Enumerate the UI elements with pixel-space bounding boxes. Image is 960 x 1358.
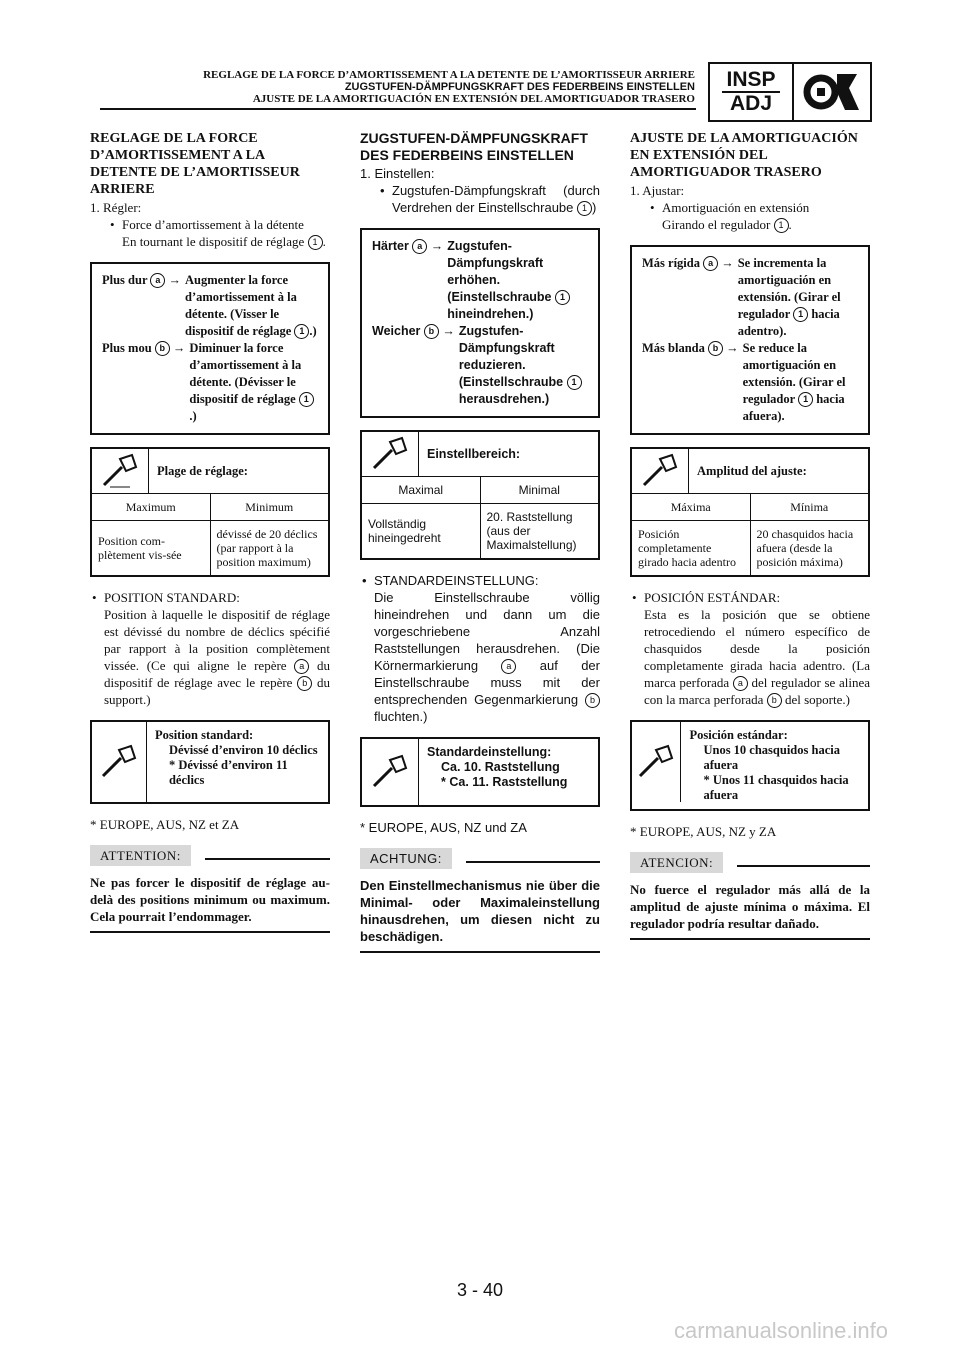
ref-a-icon: a: [501, 659, 516, 674]
header-title-es: AJUSTE DE LA AMORTIGUACIÓN EN EXTENSIÓN DEL AMORTIGUADOR TRASERO: [252, 93, 695, 105]
box-key-hard-de: Härter: [372, 239, 409, 253]
ref-1-icon: 1: [774, 218, 789, 233]
warning-rule: [737, 865, 870, 867]
bullet-fr: • Force d’amortissement à la détente: [108, 216, 330, 233]
header-titles: [203, 69, 695, 105]
std-body3-de: fluchten.): [374, 709, 428, 724]
watermark: carmanualsonline.info: [673, 1318, 888, 1343]
ref-1-icon: 1: [567, 375, 582, 390]
ref-a-icon: a: [150, 273, 165, 288]
std-box-l3-fr: * Dévissé d’environ 11 déclics: [168, 758, 288, 787]
column-french: REGLAGE DE LA FORCE D’AMORTISSEMENT A LA DETENTE DE L’AMORTISSEUR ARRIERE 1. Régler: • Force d’amortissement à la détente En tournant le dispositif de réglage 1 . Plus dur a → Augmenter la force d’amortissement à la détente. (Visser le dispositif de réglage 1 .) Plus mou b → Diminuer la force d’amortissement à la détente. (Dévisser le dispositif de réglage 1.) Plage de réglage: Maximum Minimum Position com-plètement vis-sée dévissé de 20 déclics (par rapport à la position maximum) • POSITION STANDARD: Position à laquelle le dispositif de réglage est dévissé du nombre de déclics spécifié par rapport à la position complètement vissée. (Ce qui aligne le repère a du dispositif de réglage avec le repère b du support.) Position standard: Dévissé d’environ 10 déclics * Dévissé d’environ 11 déclics * EUROPE, AUS, NZ et ZA ATTENTION: Ne pas forcer le dispositif de réglage au-delà des positions minimum ou maximum. Cela pourrait l’endommager.: [90, 130, 330, 933]
spec-col-max-es: Máxima: [632, 494, 750, 521]
box-key-soft-de: Weicher: [372, 324, 421, 338]
std-body-de: Die Einstellschraube völlig hineindrehen und dann um die vorgeschriebene Anzahl Raststellungen herausdrehen. (Die Körnermarkierung: [374, 590, 600, 673]
spec-cell-min-fr: dévissé de 20 déclics (par rapport à la position maximum): [210, 521, 328, 576]
std-title-de: • STANDARDEINSTELLUNG:: [360, 572, 600, 589]
ref-a-icon: a: [412, 239, 427, 254]
std-box-l1-de: Standardeinstellung:: [427, 745, 552, 759]
section-title-es: AJUSTE DE LA AMORTIGUACIÓN EN EXTENSIÓN DEL AMORTIGUADOR TRASERO: [630, 131, 858, 180]
arrow-icon: →: [726, 341, 739, 355]
warning-label-de: ACHTUNG:: [360, 848, 452, 869]
step-1-fr: 1. Régler:: [90, 200, 142, 215]
adjust-box-es: [630, 245, 870, 435]
box-value-soft-de: Zugstufen-Dämpfungskraft reduzieren. (Einstellschraube: [458, 324, 564, 389]
spec-col-max-de: Maximal: [362, 477, 480, 504]
wrench-icon: [92, 722, 147, 802]
arrow-icon: →: [168, 273, 182, 287]
box-value-hard-es-b: hacia adentro).: [737, 307, 840, 338]
wrench-icon: [632, 449, 689, 493]
std-body-es: Esta es la posición que se obtiene retrocediendo el número específico de chasquidos desde la posición completamente girada hacia adentro. (La marca perforada: [644, 607, 870, 690]
spec-range-es: [630, 447, 870, 577]
ref-b-icon: b: [424, 324, 439, 339]
std-body2-fr: du dispositif de réglage avec le repère: [104, 658, 331, 690]
bullet-sub-fr: En tournant le dispositif de réglage: [122, 234, 305, 249]
wrench-icon: [92, 449, 149, 493]
spec-cell-max-fr: Position com-plètement vis-sée: [98, 534, 182, 562]
warning-rule: [205, 858, 330, 860]
wrench-icon: [362, 739, 419, 805]
std-box-es: [630, 720, 870, 811]
spec-range-fr: [90, 447, 330, 577]
ref-1-icon: 1: [299, 392, 314, 407]
adjust-box-de: [360, 228, 600, 418]
std-box-l2-fr: Dévissé d’environ 10 déclics: [168, 743, 318, 757]
std-box-fr: [90, 720, 330, 804]
box-value-hard-de-b: hineindrehen.): [447, 307, 534, 321]
ref-1-icon: 1: [793, 307, 808, 322]
spec-col-min-fr: Minimum: [210, 494, 328, 521]
ref-b-icon: b: [585, 693, 600, 708]
ref-b-icon: b: [767, 693, 782, 708]
ref-1-icon: 1: [308, 235, 323, 250]
std-body3-fr: du support.): [104, 675, 331, 707]
std-box-l1-fr: Position standard:: [154, 728, 254, 742]
ref-a-icon: a: [294, 659, 309, 674]
spec-cell-max-es: Posición completamente girado hacia adentro: [638, 527, 736, 569]
box-key-soft-fr: Plus mou: [102, 341, 152, 355]
warning-label-fr: ATTENTION:: [90, 845, 191, 866]
box-key-hard-es: Más rígida: [642, 256, 700, 270]
box-value-soft-es-b: hacia afuera).: [742, 392, 845, 423]
note-fr: * EUROPE, AUS, NZ et ZA: [90, 817, 240, 832]
wrench-tool-icon: [794, 64, 870, 120]
section-badge: [708, 62, 872, 122]
ref-b-icon: b: [155, 341, 170, 356]
spec-col-min-es: Mínima: [750, 494, 868, 521]
column-spanish: AJUSTE DE LA AMORTIGUACIÓN EN EXTENSIÓN DEL AMORTIGUADOR TRASERO 1. Ajustar: • Amortiguación en extensión Girando el regulador 1 . Más rígida a → Se incrementa la amortiguación en extensión. (Girar el regulador 1 hacia adentro). Más blanda b → Se reduce la amortiguación en extensión. (Girar el regulador 1 hacia afuera). Amplitud del ajuste: Máxima Mínima Posición completamente girado hacia adentro 20 chasquidos hacia afuera (desde la posición máxima) • POSICIÓN ESTÁNDAR: Esta es la posición que se obtiene retrocediendo el número específico de chasquidos desde la posición completamente girada hacia adentro. (La marca perforada a del regulador se alinea con la marca perforada b del soporte.) Posición estándar: Unos 10 chasquidos hacia afuera * Unos 11 chasquidos hacia afuera * EUROPE, AUS, NZ y ZA ATENCION: No fuerce el regulador más allá de la amplitud de ajuste mínima o máxima. El regulador podría resultar dañado.: [630, 130, 870, 940]
std-title-es: • POSICIÓN ESTÁNDAR:: [630, 589, 870, 606]
spec-label-fr: Plage de réglage:: [157, 463, 248, 478]
arrow-icon: →: [430, 239, 444, 253]
spec-range-de: [360, 430, 600, 560]
section-title-de: ZUGSTUFEN-DÄMPFUNGSKRAFT DES FEDERBEINS EINSTELLEN: [360, 130, 588, 163]
box-value-soft-es: Se reduce la amortiguación en extensión. (Girar el regulador: [742, 341, 846, 406]
box-value-hard-de: Zugstufen-Dämpfungskraft erhöhen. (Einstellschraube: [447, 239, 552, 304]
warning-text-fr: Ne pas forcer le dispositif de réglage au-delà des positions minimum ou maximum. Cela pourrait l’endommager.: [90, 874, 330, 933]
ref-b-icon: b: [297, 676, 312, 691]
std-box-de: [360, 737, 600, 807]
box-key-hard-fr: Plus dur: [102, 273, 148, 287]
spec-col-max-fr: Maximum: [92, 494, 210, 521]
arrow-icon: →: [721, 256, 734, 270]
box-key-soft-es: Más blanda: [642, 341, 705, 355]
step-1-es: 1. Ajustar:: [630, 183, 685, 198]
std-body3-es: del soporte.): [784, 692, 850, 707]
std-box-l2-es: Unos 10 chasquidos hacia afuera: [703, 743, 840, 772]
ref-a-icon: a: [733, 676, 748, 691]
header-rule: [100, 108, 696, 110]
box-value-hard-fr: Augmenter la force d’amortissement à la détente. (Visser le dispositif de réglage: [185, 273, 297, 338]
badge-adj: ADJ: [729, 92, 772, 115]
spec-label-es: Amplitud del ajuste:: [697, 463, 807, 478]
section-title-fr: REGLAGE DE LA FORCE D’AMORTISSEMENT A LA DETENTE DE L’AMORTISSEUR ARRIERE: [90, 131, 300, 197]
bullet-sub-es: Girando el regulador: [662, 217, 771, 232]
ref-b-icon: b: [708, 341, 723, 356]
std-box-l3-es: * Unos 11 chasquidos hacia afuera: [703, 773, 849, 802]
ref-1-icon: 1: [555, 290, 570, 305]
ref-1-icon: 1: [798, 392, 813, 407]
note-es: * EUROPE, AUS, NZ y ZA: [630, 824, 777, 839]
bullet-es: • Amortiguación en extensión: [648, 199, 870, 216]
spec-cell-min-es: 20 chasquidos hacia afuera (desde la posición máxima): [750, 521, 868, 576]
ref-1-icon: 1: [294, 324, 309, 339]
box-value-soft-de-b: herausdrehen.): [458, 392, 550, 406]
warning-label-es: ATENCION:: [630, 852, 723, 873]
header-title-fr: REGLAGE DE LA FORCE D’AMORTISSEMENT A LA DETENTE DE L’AMORTISSEUR ARRIERE: [203, 69, 695, 81]
bullet-de: Zugstufen-Dämpfungskraft (durch Verdrehen der Einstellschraube: [392, 183, 600, 215]
column-german: ZUGSTUFEN-DÄMPFUNGSKRAFT DES FEDERBEINS EINSTELLEN 1. Einstellen: • Zugstufen-Dämpfungskraft (durch Verdrehen der Einstellschraube 1 ) Härter a → Zugstufen-Dämpfungskraft erhöhen. (Einstellschraube 1 hineindrehen.) Weicher b → Zugstufen-Dämpfungskraft reduzieren. (Einstellschraube 1 herausdrehen.) Einstellbereich: Maximal Minimal Vollständig hineingedreht 20. Raststellung (aus der Maximalstellung) • STANDARDEINSTELLUNG: Die Einstellschraube völlig hineindrehen und dann um die vorgeschriebene Anzahl Raststellungen herausdrehen. (Die Körnermarkierung a auf der Einstellschraube muss mit der entsprechenden Gegenmarkierung b fluchten.) Standardeinstellung: Ca. 10. Raststellung * Ca. 11. Raststellung * EUROPE, AUS, NZ und ZA ACHTUNG: Den Einstellmechanismus nie über die Minimal- oder Maximaleinstellung hinausdrehen, um diesen nicht zu beschädigen.: [360, 130, 600, 953]
wrench-icon: [632, 722, 681, 802]
std-box-l1-es: Posición estándar:: [689, 728, 788, 742]
std-title-fr: • POSITION STANDARD:: [90, 589, 330, 606]
badge-insp: INSP: [722, 69, 779, 93]
std-body-fr: Position à laquelle le dispositif de réglage est dévissé du nombre de déclics spécifié par rapport à la position complètement vissée. (Ce qui aligne le repère: [104, 607, 330, 673]
warning-text-es: No fuerce el regulador más allá de la amplitud de ajuste mínima o máxima. El regulador podría resultar dañado.: [630, 881, 870, 940]
ref-a-icon: a: [703, 256, 718, 271]
note-de: * EUROPE, AUS, NZ und ZA: [360, 820, 527, 835]
std-body2-de: auf der Einstellschraube muss mit der entsprechenden Gegenmarkierung: [374, 658, 600, 707]
box-value-soft-fr: Diminuer la force d’amortissement à la détente. (Dévisser le dispositif de réglage: [189, 341, 302, 406]
spec-cell-min-de: 20. Raststellung (aus der Maximalstellung): [480, 504, 598, 559]
step-1-de: 1. Einstellen:: [360, 166, 435, 181]
warning-text-de: Den Einstellmechanismus nie über die Minimal- oder Maximaleinstellung hinausdrehen, um diesen nicht zu beschädigen.: [360, 877, 600, 953]
std-box-l2-de: Ca. 10. Raststellung: [441, 760, 560, 774]
header-title-de: ZUGSTUFEN-DÄMPFUNGSKRAFT DES FEDERBEINS EINSTELLEN: [344, 81, 695, 93]
page-number: 3 - 40: [456, 1280, 504, 1300]
spec-label-de: Einstellbereich:: [427, 446, 521, 461]
std-body2-es: del regulador se alinea con la marca perforada: [644, 675, 871, 707]
ref-1-icon: 1: [577, 201, 592, 216]
warning-rule: [466, 861, 600, 863]
std-box-l3-de: * Ca. 11. Raststellung: [441, 775, 568, 789]
box-value-hard-es: Se incrementa la amortiguación en extensión. (Girar el regulador: [737, 256, 841, 321]
wrench-icon: [362, 432, 419, 476]
adjust-box-fr: Plus dur a → Augmenter la force d’amortissement à la détente. (Visser le dispositif de réglage 1 .) Plus mou b → Diminuer la force d’amortissement à la détente. (Dévisser le dispositif de réglage 1.): [90, 262, 330, 435]
arrow-icon: →: [172, 341, 186, 355]
arrow-icon: →: [442, 324, 455, 338]
spec-cell-max-de: Vollständig hineingedreht: [368, 517, 441, 545]
spec-col-min-de: Minimal: [480, 477, 598, 504]
